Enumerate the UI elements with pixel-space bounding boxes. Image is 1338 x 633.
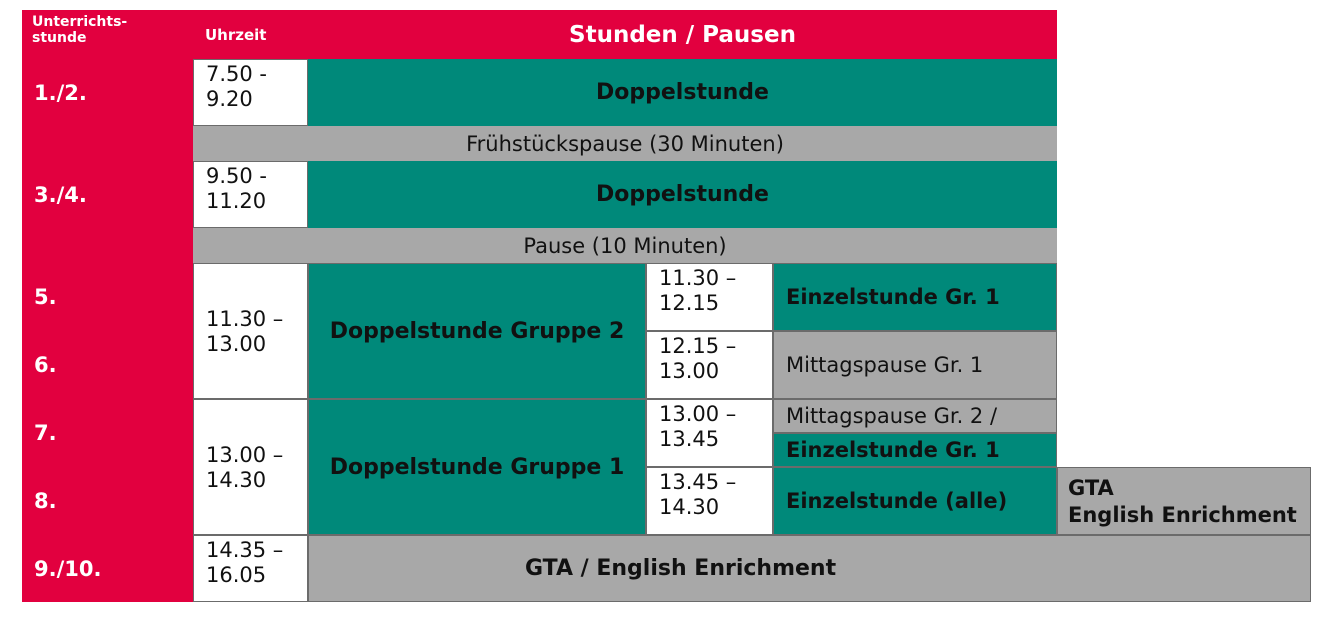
content-6: Mittagspause Gr. 1 [773,331,1057,399]
time-9-10: 14.35 – 16.05 [193,535,308,602]
lesson-5: 5. [22,263,193,331]
lesson-1-2: 1./2. [22,59,193,126]
lesson-break-2 [22,228,193,263]
lesson-3-4: 3./4. [22,161,193,228]
content-9-10: GTA / English Enrichment [308,535,1311,602]
time-6: 12.15 – 13.00 [646,331,773,399]
header-lesson: Unterrichts- stunde [22,10,193,59]
time-block-7-8: 13.00 – 14.30 [193,399,308,535]
header-main: Stunden / Pausen [308,10,1057,59]
time-1-2: 7.50 - 9.20 [193,59,308,126]
gta-extra-line2: English Enrichment [1068,503,1297,527]
breakfast-break: Frühstückspause (30 Minuten) [193,126,1057,161]
gta-extra-cell [1057,467,1311,535]
header-time: Uhrzeit [193,10,308,59]
content-block-7-8: Doppelstunde Gruppe 1 [308,399,646,535]
time-block-5-6: 11.30 – 13.00 [193,263,308,399]
time-3-4: 9.50 - 11.20 [193,161,308,228]
content-5: Einzelstunde Gr. 1 [773,263,1057,331]
short-break: Pause (10 Minuten) [193,228,1057,263]
content-7-bottom: Einzelstunde Gr. 1 [773,433,1057,467]
time-5: 11.30 – 12.15 [646,263,773,331]
time-7: 13.00 – 13.45 [646,399,773,467]
lesson-7: 7. [22,399,193,467]
lesson-6: 6. [22,331,193,399]
content-block-5-6: Doppelstunde Gruppe 2 [308,263,646,399]
content-1-2: Doppelstunde [308,59,1057,126]
time-8: 13.45 – 14.30 [646,467,773,535]
lesson-9-10: 9./10. [22,535,193,602]
content-7-top: Mittagspause Gr. 2 / [773,399,1057,433]
lesson-break-1 [22,126,193,161]
lesson-8: 8. [22,467,193,535]
gta-extra-line1: GTA [1068,476,1114,500]
content-3-4: Doppelstunde [308,161,1057,228]
content-8: Einzelstunde (alle) [773,467,1057,535]
